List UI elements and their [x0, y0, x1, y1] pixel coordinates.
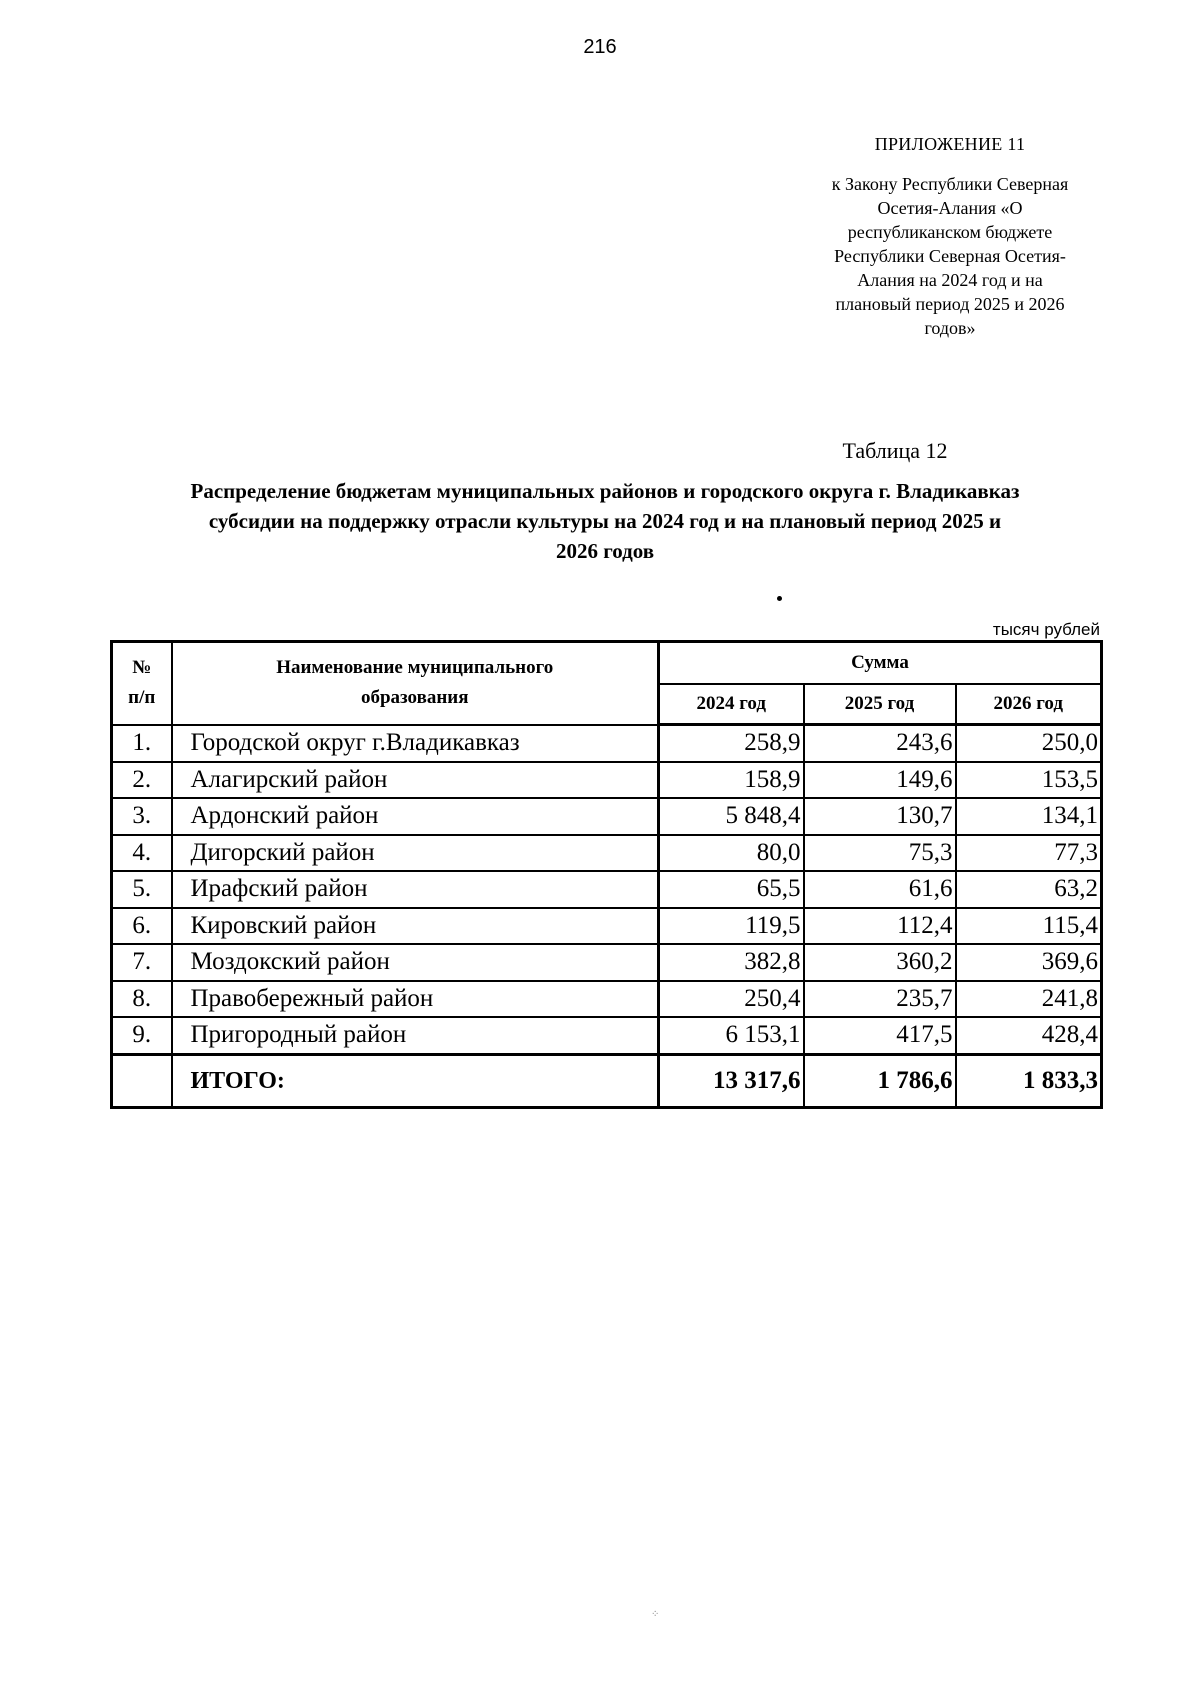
table-number: Таблица 12 [842, 438, 948, 463]
table-row [112, 725, 1102, 762]
header-number-line1: № [132, 657, 152, 679]
row-value-2026: 250,0 [956, 725, 1102, 762]
row-value-2026: 134,1 [956, 798, 1102, 835]
row-value-2025: 149,6 [804, 762, 956, 799]
title-line: субсидии на поддержку отрасли культуры на 2024 год и на плановый период 2025 и [208, 509, 1002, 533]
row-value-2026: 153,5 [956, 762, 1102, 799]
row-value-2026: 369,6 [956, 944, 1102, 981]
header-year-2024: 2024 год [659, 684, 804, 725]
header-name-line2: образования [360, 687, 469, 709]
page-number: 216 [583, 36, 617, 58]
row-value-2026: 428,4 [956, 1017, 1102, 1054]
title-line: Распределение бюджетам муниципальных районов и городского округа г. Владикавказ [190, 479, 1020, 503]
row-name: Ирафский район [172, 871, 659, 908]
header-year-2026: 2026 год [956, 684, 1102, 725]
appendix-line: республиканском бюджете [847, 222, 1053, 242]
row-name: Городской округ г.Владикавказ [172, 725, 659, 762]
scan-dot [777, 596, 782, 601]
appendix-line: плановый период 2025 и 2026 [835, 294, 1065, 314]
row-value-2024: 80,0 [659, 835, 804, 872]
header-number-line2: п/п [128, 687, 156, 709]
table-row [112, 762, 1102, 799]
row-number: 6. [112, 908, 172, 945]
subsidy-table [110, 640, 1103, 1109]
row-name: Пригородный район [172, 1017, 659, 1054]
appendix-title: ПРИЛОЖЕНИЕ 11 [874, 134, 1026, 154]
scan-mark: ⁘ [651, 1609, 660, 1620]
row-value-2024: 382,8 [659, 944, 804, 981]
row-value-2025: 112,4 [804, 908, 956, 945]
document-title [110, 476, 1100, 566]
unit-label: тысяч рублей [992, 620, 1100, 639]
appendix-line: Республики Северная Осетия- [834, 246, 1066, 266]
row-value-2026: 63,2 [956, 871, 1102, 908]
row-value-2024: 5 848,4 [659, 798, 804, 835]
row-number: 8. [112, 981, 172, 1018]
table-row [112, 981, 1102, 1018]
row-number: 4. [112, 835, 172, 872]
row-name: Ардонский район [172, 798, 659, 835]
table-row [112, 944, 1102, 981]
total-row [112, 1054, 1102, 1107]
title-line: 2026 годов [555, 539, 655, 563]
row-name: Правобережный район [172, 981, 659, 1018]
header-sum: Сумма [659, 642, 1102, 685]
row-number: 7. [112, 944, 172, 981]
row-value-2026: 115,4 [956, 908, 1102, 945]
appendix-line: Осетия-Алания «О [877, 198, 1023, 218]
table-row [112, 1017, 1102, 1054]
table-row [112, 871, 1102, 908]
total-value-2024: 13 317,6 [659, 1054, 804, 1107]
table-row [112, 835, 1102, 872]
header-name [172, 642, 659, 725]
total-value-2026: 1 833,3 [956, 1054, 1102, 1107]
header-name-line1: Наименование муниципального [276, 657, 554, 679]
total-value-2025: 1 786,6 [804, 1054, 956, 1107]
appendix-line: к Закону Республики Северная [831, 174, 1069, 194]
row-number: 9. [112, 1017, 172, 1054]
row-value-2025: 61,6 [804, 871, 956, 908]
header-number [112, 642, 172, 725]
row-value-2026: 77,3 [956, 835, 1102, 872]
row-value-2025: 417,5 [804, 1017, 956, 1054]
total-label: ИТОГО: [172, 1054, 659, 1107]
row-name: Кировский район [172, 908, 659, 945]
row-number: 3. [112, 798, 172, 835]
appendix-reference [800, 172, 1100, 340]
row-value-2024: 258,9 [659, 725, 804, 762]
appendix-line: Алания на 2024 год и на [857, 270, 1043, 290]
row-number: 2. [112, 762, 172, 799]
total-number-cell [112, 1054, 172, 1107]
row-value-2026: 241,8 [956, 981, 1102, 1018]
row-name: Моздокский район [172, 944, 659, 981]
row-value-2024: 158,9 [659, 762, 804, 799]
row-value-2024: 65,5 [659, 871, 804, 908]
table-row [112, 908, 1102, 945]
row-value-2025: 243,6 [804, 725, 956, 762]
row-number: 5. [112, 871, 172, 908]
header-year-2025: 2025 год [804, 684, 956, 725]
row-value-2025: 235,7 [804, 981, 956, 1018]
row-name: Алагирский район [172, 762, 659, 799]
appendix-line: годов» [924, 318, 976, 338]
row-value-2024: 119,5 [659, 908, 804, 945]
row-number: 1. [112, 725, 172, 762]
row-name: Дигорский район [172, 835, 659, 872]
table-row [112, 798, 1102, 835]
row-value-2025: 360,2 [804, 944, 956, 981]
row-value-2024: 250,4 [659, 981, 804, 1018]
row-value-2025: 130,7 [804, 798, 956, 835]
row-value-2025: 75,3 [804, 835, 956, 872]
row-value-2024: 6 153,1 [659, 1017, 804, 1054]
